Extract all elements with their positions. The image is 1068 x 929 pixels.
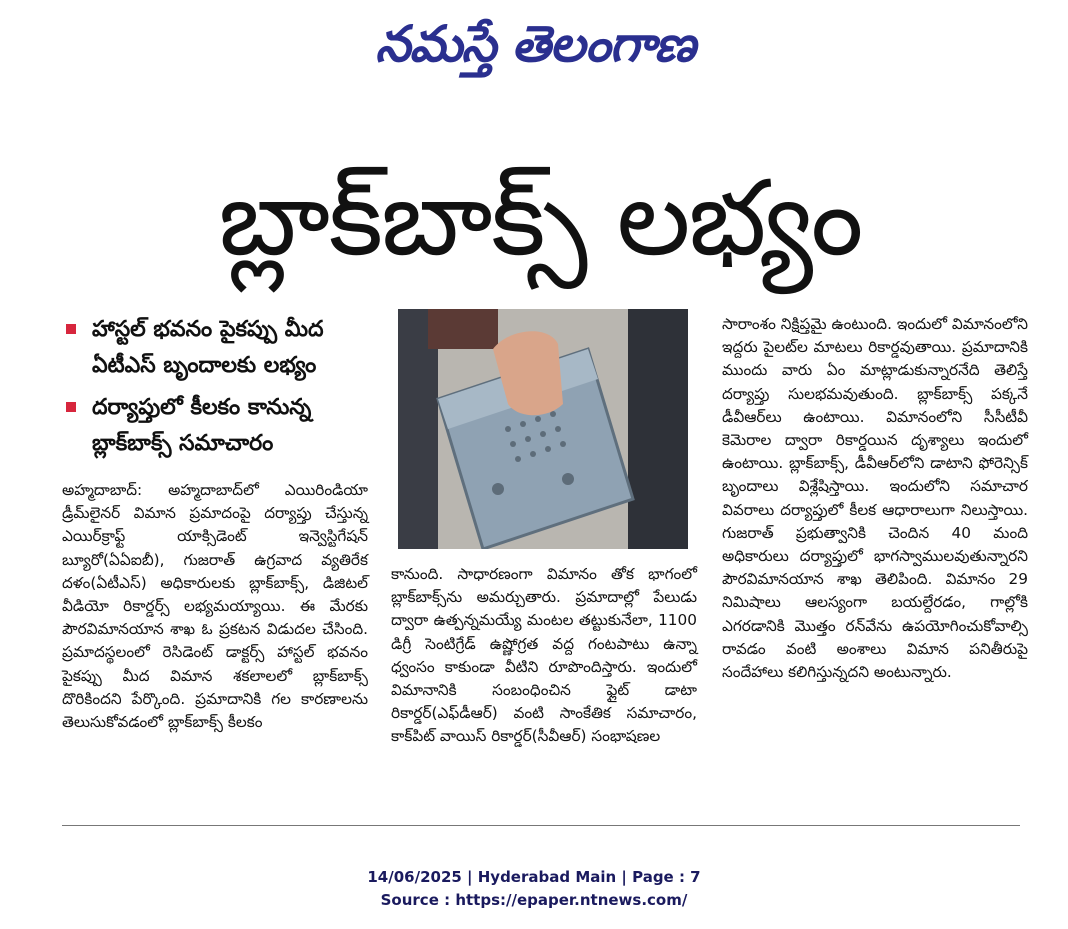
article-column-middle: కానుంది. సాధారణంగా విమానం తోక భాగంలో బ్లాక్‌బాక్స్‌ను అమర్చుతారు. ప్రమాదాల్లో పేలుడు ద్వారా ఉత్పన్నమయ్యే మంటల తట్టుకునేలా, 1100 డిగ్రీ సెంటిగ్రేడ్‌ ఉష్ణోగ్రత వద్ద గంటపాటు ఉన్నా ధ్వంసం కాకుండా వీటిని రూపొందిస్తారు. ఇందులో విమానానికి సంబంధించిన ఫ్లైట్‌ డాటా రికార్డర్‌(ఎఫ్‌డీఆర్‌) వంటి సాంకేతిక సమాచారం, కాక్‌పిట్‌ వాయిస్‌ రికార్డర్‌(సీవీఆర్‌) సంభాషణల — [391, 565, 697, 746]
article-column-left: అహ్మదాబాద్‌: అహ్మదాబాద్‌లో ఎయిరిండియా డ్రీమ్‌లైనర్‌ విమాన ప్రమాదంపై దర్యాప్తు చేస్తున్న ఎయిర్‌క్రాఫ్ట్‌ యాక్సిడెంట్‌ ఇన్వెస్టిగేషన్‌ బ్యూరో(ఏఏఐబీ), గుజరాత్‌ ఉగ్రవాద వ్యతిరేక దళం(ఏటీఎస్‌) అధికారులకు బ్లాక్‌బాక్స్‌, డిజిటల్‌ వీడియో రికార్డర్స్‌ లభ్యమయ్యాయి. ఈ మేరకు పౌరవిమానయాన శాఖ ఓ ప్రకటన విడుదల చేసింది. ప్రమాదస్థలంలో రెసిడెంట్‌ డాక్టర్స్‌ హాస్టల్‌ భవనం పైకప్పు మీద విమాన శకలాలలో బ్లాక్‌బాక్స్‌ దొరికిందని పేర్కొంది. ప్రమాదానికి గల కారణాలను తెలుసుకోవడంలో బ్లాక్‌బాక్స్‌ కీలకం — [62, 481, 368, 732]
highlight-text: దర్యాప్తులో కీలకం కానున్న బ్లాక్‌బాక్స్‌ సమాచారం — [92, 395, 312, 456]
newspaper-masthead: నమస్తే తెలంగాణ — [375, 15, 695, 73]
edition-info: 14/06/2025 | Hyderabad Main | Page : 7 — [367, 868, 701, 886]
highlight-bullet — [62, 312, 372, 384]
article-column-right: సారాంశం నిక్షిప్తమై ఉంటుంది. ఇందులో విమానంలోని ఇద్దరు పైలట్‌ల మాటలు రికార్డవుతాయి. ప్రమాదానికి ముందు వారు ఏం మాట్లాడుకున్నారనేది తెలిస్తే దర్యాప్తు సులభమవుతుంది. బ్లాక్‌బాక్స్‌ పక్కనే డీవీఆర్‌లు ఉంటాయి. విమానంలోని సీసీటీవీ కెమెరాల ద్వారా రికార్డయిన దృశ్యాలు ఇందులో ఉంటాయి. బ్లాక్‌బాక్స్‌, డీవీఆర్‌లోని డాటాని ఫోరెన్సిక్‌ బృందాలు విశ్లేషిస్తాయి. ఇందులోని సమాచార వివరాలు దర్యాప్తులో కీలక ఆధారాలుగా నిలుస్తాయి. గుజరాత్‌ ప్రభుత్వానికి చెందిన 40 మంది అధికారులు దర్యాప్తులో భాగస్వాములవుతున్నారని పౌరవిమానయాన శాఖ తెలిపింది. విమానం 29 నిమిషాలు ఆలస్యంగా బయల్దేరడం, గాల్లోకి ఎగరడానికి మొత్తం రన్‌వేను ఉపయోగించుకోవాల్సి రావడం వంటి అంశాలు విమాన పనితీరుపై సందేహాలు కలిగిస్తున్నదని అంటున్నారు. — [722, 315, 1028, 682]
bullet-square-icon — [66, 324, 76, 334]
black-box-illustration — [398, 309, 688, 549]
article-headline: బ్లాక్‌బాక్స్‌ లభ్యం — [218, 157, 862, 279]
source-link[interactable]: Source : https://epaper.ntnews.com/ — [380, 891, 688, 909]
black-box-photo — [398, 309, 688, 549]
highlight-text: హాస్టల్‌ భవనం పైకప్పు మీద ఏటీఎస్‌ బృందాలకు లభ్యం — [92, 317, 324, 378]
highlight-bullets — [62, 312, 372, 468]
highlight-bullet — [62, 390, 372, 462]
bottom-divider — [62, 825, 1020, 826]
bullet-square-icon — [66, 402, 76, 412]
